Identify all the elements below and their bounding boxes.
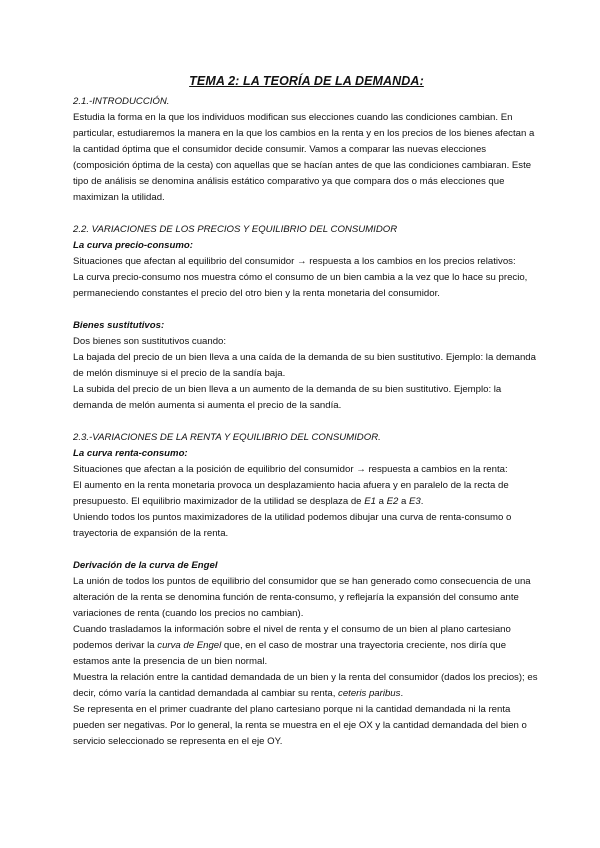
document-title: TEMA 2: LA TEORÍA DE LA DEMANDA: xyxy=(189,74,424,88)
paragraph-situaciones-precios: Situaciones que afectan al equilibrio del consumidor → respuesta a los cambios en los precios relativos: xyxy=(73,256,516,267)
section-heading-variaciones-precios: 2.2. VARIACIONES DE LOS PRECIOS Y EQUILIBRIO DEL CONSUMIDOR xyxy=(73,224,398,235)
paragraph-union-puntos: La unión de todos los puntos de equilibrio del consumidor que se han generado como consecuencia de una alteración de la renta se denomina función de renta-consumo, y reflejaría la expansión del consumo ante variaciones de renta (cuando los precios no cambian). xyxy=(73,576,531,619)
paragraph-subida-precio: La subida del precio de un bien lleva a un aumento de la demanda de su bien sustitutivo. Ejemplo: la demanda de melón aumenta si aumenta el precio de la sandía. xyxy=(73,384,502,411)
paragraph-situaciones-renta: Situaciones que afectan a la posición de equilibrio del consumidor → respuesta a cambios en la renta: xyxy=(73,464,508,475)
paragraph-plano-cartesiano: Cuando trasladamos la información sobre el nivel de renta y el consumo de un bien al plano cartesiano podemos derivar la curva de Engel que, en el caso de mostrar una trayectoria creciente, nos diría que estamos ante la presencia de un bien normal. xyxy=(73,624,511,667)
paragraph-aumento-renta: El aumento en la renta monetaria provoca un desplazamiento hacia afuera y en paralelo de la recta de presupuesto. El equilibrio maximizador de la utilidad se desplaza de E1 a E2 a E3. xyxy=(73,480,509,507)
section-heading-introduccion: 2.1.-INTRODUCCIÓN. xyxy=(73,96,170,107)
subheading-curva-renta-consumo: La curva renta-consumo: xyxy=(73,448,188,459)
subheading-bienes-sustitutivos: Bienes sustitutivos: xyxy=(73,320,165,331)
paragraph-curva-precio-consumo: La curva precio-consumo nos muestra cómo el consumo de un bien cambia a la vez que lo hace su precio, permaneciendo constantes el precio del otro bien y la renta monetaria del consumidor. xyxy=(73,272,528,299)
paragraph-trayectoria-expansion: Uniendo todos los puntos maximizadores de la utilidad podemos dibujar una curva de renta-consumo o trayectoria de expansión de la renta. xyxy=(73,512,512,539)
paragraph-sustitutivos-intro: Dos bienes son sustitutivos cuando: xyxy=(73,336,227,347)
subheading-curva-precio-consumo: La curva precio-consumo: xyxy=(73,240,193,251)
paragraph-bajada-precio: La bajada del precio de un bien lleva a una caída de la demanda de su bien sustitutivo. Ejemplo: la demanda de melón disminuye si el precio de la sandía baja. xyxy=(73,352,536,379)
subheading-curva-engel: Derivación de la curva de Engel xyxy=(73,560,218,571)
paragraph-introduccion: Estudia la forma en la que los individuos modifican sus elecciones cuando las condiciones cambian. En particular, estudiaremos la manera en la que los cambios en la renta y en los precios de los bienes afectan a la cantidad óptima que el consumidor decide consumir. Vamos a comparar las nuevas elecciones (composición óptima de la cesta) con aquellas que se hacían antes de que las condiciones cambiaran. Este tipo de análisis se denomina análisis estático comparativo ya que compara dos o más elecciones que maximizan la utilidad. xyxy=(73,112,535,203)
paragraph-relacion-renta: Muestra la relación entre la cantidad demandada de un bien y la renta del consumidor (dados los precios); es decir, cómo varía la cantidad demandada al cambiar su renta, ceteris paribus. xyxy=(73,672,538,699)
section-heading-variaciones-renta: 2.3.-VARIACIONES DE LA RENTA Y EQUILIBRIO DEL CONSUMIDOR. xyxy=(73,432,381,443)
paragraph-primer-cuadrante: Se representa en el primer cuadrante del plano cartesiano porque ni la cantidad demandada ni la renta pueden ser negativas. Por lo general, la renta se muestra en el eje OX y la cantidad demandada del bien o servicio seleccionado se representa en el eje OY. xyxy=(73,704,527,747)
